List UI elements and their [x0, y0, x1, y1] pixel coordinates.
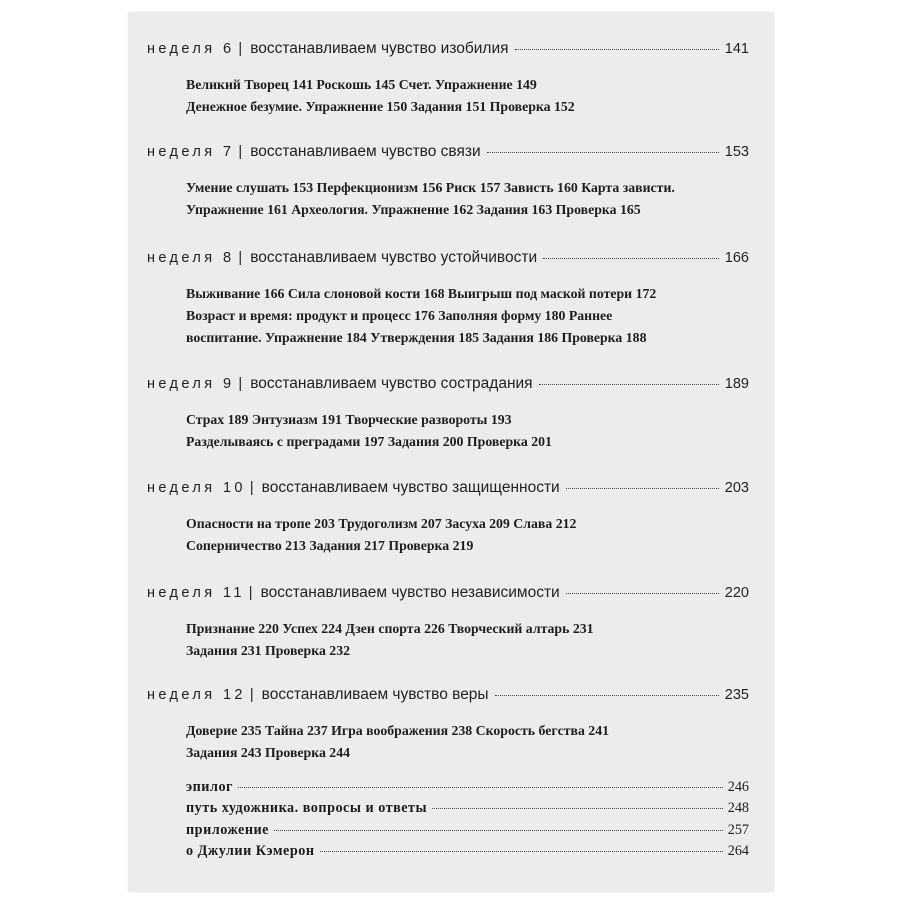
week-separator: | [238, 250, 243, 266]
extra-title: путь художника. вопросы и ответы [186, 800, 428, 817]
week-title: восстанавливаем чувство изобилия [250, 40, 509, 57]
week-heading [147, 40, 749, 64]
toc-item-epilogue[interactable] [186, 779, 749, 800]
page-number: 166 [724, 250, 749, 266]
entry-line: Великий Творец 141 Роскошь 145 Счет. Упражнение 149 [186, 77, 537, 92]
toc-extras [186, 779, 749, 864]
page-number: 235 [724, 687, 749, 703]
entry-line: Разделываясь с преградами 197 Задания 200 Проверка 201 [186, 434, 552, 449]
week-entries [186, 409, 749, 453]
entry-line: Выживание 166 Сила слоновой кости 168 Выигрыш под маской потери 172 [186, 286, 657, 301]
table-of-contents [147, 40, 749, 766]
toc-week-8[interactable] [147, 249, 749, 375]
week-entries [186, 720, 749, 764]
toc-week-6[interactable] [147, 40, 749, 143]
week-heading [147, 584, 749, 608]
page-number: 153 [724, 144, 749, 160]
toc-week-11[interactable] [147, 584, 749, 686]
dot-leader [320, 851, 723, 852]
dot-leader [432, 808, 723, 809]
week-separator: | [249, 687, 254, 703]
entry-line: воспитание. Упражнение 184 Утверждения 185 Задания 186 Проверка 188 [186, 330, 647, 345]
week-separator: | [248, 585, 253, 601]
dot-leader [543, 258, 719, 259]
entry-line: Задания 243 Проверка 244 [186, 745, 351, 760]
week-title: восстанавливаем чувство защищенности [261, 479, 560, 496]
dot-leader [566, 593, 719, 594]
toc-item-appendix[interactable] [186, 822, 749, 843]
week-label: неделя 9 [147, 376, 235, 392]
week-separator: | [238, 376, 243, 392]
entry-line: Доверие 235 Тайна 237 Игра воображения 238 Скорость бегства 241 [186, 723, 610, 738]
page-number: 257 [727, 821, 749, 838]
week-title: восстанавливаем чувство независимости [260, 584, 560, 601]
dot-leader [539, 384, 719, 385]
page-number: 203 [724, 480, 749, 496]
extra-title: приложение [186, 821, 269, 838]
week-label: неделя 6 [147, 41, 235, 57]
week-title: восстанавливаем чувство связи [250, 143, 481, 160]
week-title: восстанавливаем чувство веры [261, 686, 489, 703]
entry-line: Соперничество 213 Задания 217 Проверка 219 [186, 538, 474, 553]
week-separator: | [238, 144, 243, 160]
entry-line: Упражнение 161 Археология. Упражнение 162 Задания 163 Проверка 165 [186, 202, 641, 217]
dot-leader [515, 49, 719, 50]
week-separator: | [238, 41, 243, 57]
week-heading [147, 479, 749, 503]
week-entries [186, 618, 749, 662]
week-label: неделя 11 [147, 585, 245, 601]
week-entries [186, 513, 749, 557]
toc-week-12[interactable] [147, 686, 749, 766]
dot-leader [238, 787, 723, 788]
week-heading [147, 686, 749, 710]
extra-title: о Джулии Кэмерон [186, 842, 315, 859]
dot-leader [566, 488, 719, 489]
week-label: неделя 8 [147, 250, 235, 266]
page-number: 220 [724, 585, 749, 601]
week-entries [186, 283, 749, 349]
toc-week-10[interactable] [147, 479, 749, 584]
page-number: 246 [727, 779, 749, 795]
entry-line: Денежное безумие. Упражнение 150 Задания 151 Проверка 152 [186, 99, 575, 114]
dot-leader [487, 152, 719, 153]
entry-line: Признание 220 Успех 224 Дзен спорта 226 Творческий алтарь 231 [186, 621, 594, 636]
dot-leader [274, 830, 723, 831]
dot-leader [495, 695, 719, 696]
toc-week-9[interactable] [147, 375, 749, 479]
page-number: 248 [727, 800, 749, 817]
toc-item-author[interactable] [186, 843, 749, 864]
page-number: 264 [727, 842, 749, 859]
week-label: неделя 10 [147, 480, 246, 496]
week-heading [147, 249, 749, 273]
week-separator: | [249, 480, 254, 496]
week-entries [186, 74, 749, 118]
week-entries [186, 177, 749, 221]
entry-line: Опасности на тропе 203 Трудоголизм 207 Засуха 209 Слава 212 [186, 516, 577, 531]
page-number: 141 [724, 41, 749, 57]
toc-item-questions[interactable] [186, 800, 749, 821]
toc-week-7[interactable] [147, 143, 749, 249]
week-title: восстанавливаем чувство устойчивости [250, 249, 538, 266]
week-heading [147, 143, 749, 167]
entry-line: Страх 189 Энтузиазм 191 Творческие развороты 193 [186, 412, 512, 427]
week-title: восстанавливаем чувство сострадания [250, 375, 533, 392]
week-label: неделя 12 [147, 687, 246, 703]
entry-line: Возраст и время: продукт и процесс 176 Заполняя форму 180 Раннее [186, 308, 613, 323]
page-number: 189 [724, 376, 749, 392]
week-label: неделя 7 [147, 144, 235, 160]
extra-title: эпилог [186, 779, 233, 795]
entry-line: Умение слушать 153 Перфекционизм 156 Риск 157 Зависть 160 Карта зависти. [186, 180, 675, 195]
entry-line: Задания 231 Проверка 232 [186, 643, 351, 658]
week-heading [147, 375, 749, 399]
